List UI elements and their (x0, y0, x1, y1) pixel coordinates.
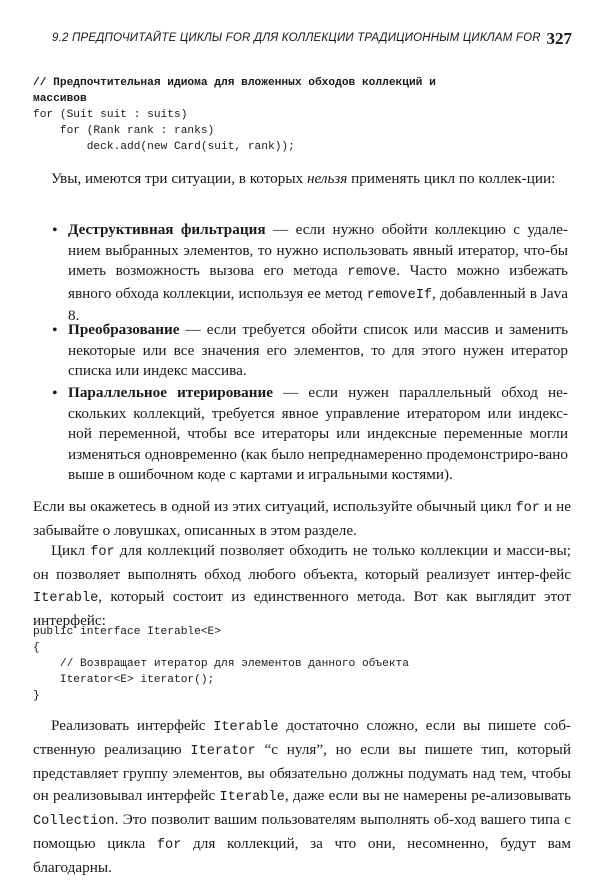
code-comment: // Возвращает итератор для элементов данного объекта (33, 658, 409, 670)
code-line: public interface Iterable<E> (33, 626, 221, 638)
code-line: } (33, 690, 40, 702)
paragraph-implement-iterable: Реализовать интерфейс Iterable достаточно сложно, если вы пишете соб-ственную реализацию Iterator “с нуля”, но если вы пишете тип, который представляет группу элементов, вы обязательно должны подумать над тем, чтобы он реализовывал интерфейс Iterable, даже если вы не намерены ре-ализовывать Collection. Это позволит вашим пользователям выполнять об-ход вашего типа с помощью цикла for для коллекций, за что они, несомненно, будут вам благодарны. (33, 717, 572, 876)
intro-paragraph: Увы, имеются три ситуации, в которых нельзя применять цикл по коллек-ции: (51, 170, 556, 187)
bullet-icon: • (52, 222, 58, 239)
code-block-nested-loops (33, 75, 436, 155)
list-item-transformation: Преобразование — если требуется обойти список или массив и заменить некоторые или все значения его элементов, то для этого нужен итератор списка или индекс массива. (68, 321, 568, 380)
code-line: { (33, 642, 40, 654)
code-comment: // Предпочтительная идиома для вложенных обходов коллекций и (33, 77, 436, 89)
code-line: for (Suit suit : suits) (33, 109, 188, 121)
term: Преобразование (68, 321, 180, 338)
page-number: 327 (546, 29, 572, 48)
code-block-iterable-interface (33, 624, 409, 704)
term: Параллельное итерирование (68, 384, 273, 401)
paragraph-ordinary-loop: Если вы окажетесь в одной из этих ситуаций, используйте обычный цикл for и не забывайте о ловушках, описанных в этом разделе. (33, 498, 572, 539)
bullet-icon: • (52, 385, 58, 402)
term: Деструктивная фильтрация (68, 221, 266, 238)
code-line: Iterator<E> iterator(); (33, 674, 215, 686)
emphasis: нельзя (306, 170, 348, 187)
running-title: 9.2 ПРЕДПОЧИТАЙТЕ ЦИКЛЫ FOR ДЛЯ КОЛЛЕКЦИИ ТРАДИЦИОННЫМ ЦИКЛАМ FOR (52, 32, 541, 44)
code-comment-cont: массивов (33, 93, 87, 105)
paragraph-iterable: Цикл for для коллекций позволяет обходить не только коллекции и масси-вы; он позволяет выполнять обход любого объекта, который реализует интер-фейс Iterable, который состоит из единственного метода. Вот как выглядит этот интерфейс: (33, 542, 571, 629)
page-header (52, 30, 572, 50)
list-item-parallel-iteration: Параллельное итерирование — если нужен параллельный обход не-скольких коллекций, требуется явное управление итератором или индекс-ной переменной, чтобы все итераторы или индексные переменные могли изменяться одновременно (как было непреднамеренно продемонстриро-вано выше в ошибочном коде с картами и игральными костями). (68, 384, 568, 484)
bullet-icon: • (52, 322, 58, 339)
code-line: deck.add(new Card(suit, rank)); (33, 141, 295, 153)
list-item-destructive-filtering: Деструктивная фильтрация — если нужно обойти коллекцию с удале-нием выбранных элементов, то нужно использовать явный итератор, что-бы иметь возможность вызова его метода remove. Часто можно избежать явного обхода коллекции, используя ее метод removeIf, добавленный в Java 8. (68, 221, 569, 325)
code-line: for (Rank rank : ranks) (33, 125, 215, 137)
